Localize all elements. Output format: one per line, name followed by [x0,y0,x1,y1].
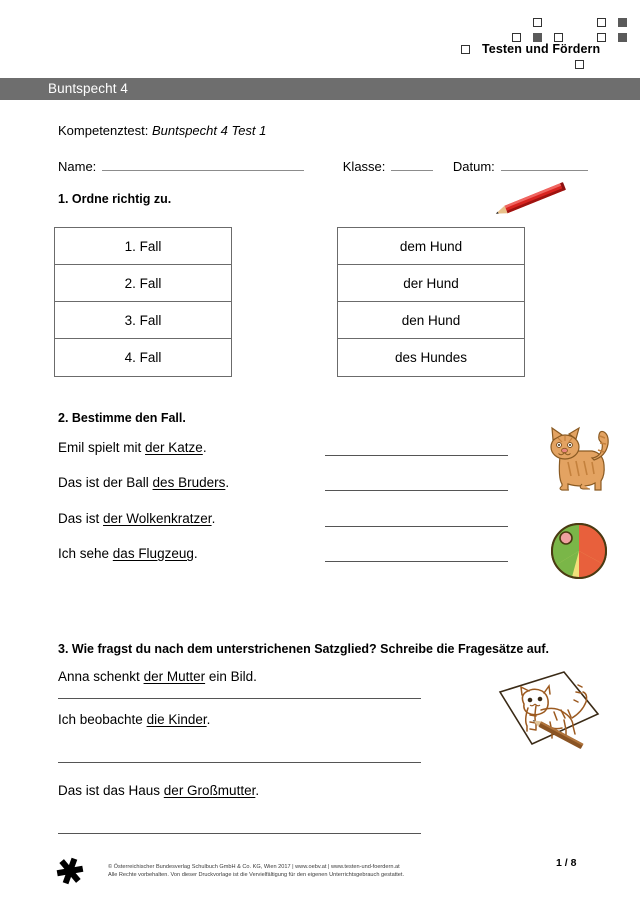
beach-ball-icon [548,520,610,582]
exercise1-right-cell-0[interactable]: dem Hund [338,228,524,265]
exercise2-row [58,511,578,531]
exercise3-underlined-phrase-2: der Großmutter [163,783,256,798]
exercise3-answer-input-1[interactable] [58,762,421,763]
exercise1-left-column [54,227,232,377]
exercise3-sentence-2: Das ist das Haus der Großmutter. [58,783,260,798]
kompetenztest-label: Kompetenztest: [58,123,149,138]
page-number: 1 / 8 [556,857,577,869]
asterisk-logo-icon [56,857,84,885]
kompetenztest-line [58,123,266,138]
exercise2-sentence-2: Das ist der Wolkenkratzer. [58,511,216,526]
kompetenztest-value: Buntspecht 4 Test 1 [151,123,267,138]
footer-copyright [108,863,508,879]
name-input[interactable] [102,158,304,171]
logo-square-5 [554,33,563,42]
logo-square-6 [597,33,606,42]
logo-square-4 [533,33,542,42]
logo-square-8 [461,45,470,54]
exercise2-row [58,475,578,495]
exercise1-right-cell-1[interactable]: der Hund [338,265,524,302]
exercise2-answer-input-1[interactable] [325,490,508,491]
exercise3-answer-input-2[interactable] [58,833,421,834]
datum-input[interactable] [501,158,588,171]
exercise2-heading: 2. Bestimme den Fall. [58,411,186,425]
exercise2-sentence-0: Emil spielt mit der Katze. [58,440,207,455]
logo-square-1 [597,18,606,27]
exercise3-sentence-1: Ich beobachte die Kinder. [58,712,211,727]
exercise1-left-cell-0[interactable]: 1. Fall [55,228,231,265]
exercise2-sentence-3: Ich sehe das Flugzeug. [58,546,198,561]
logo-brand-text: Testen und Fördern [482,42,601,56]
logo-square-3 [512,33,521,42]
exercise1-right-column [337,227,525,377]
exercise1-left-cell-1[interactable]: 2. Fall [55,265,231,302]
klasse-label: Klasse: [342,159,386,174]
logo-square-9 [575,60,584,69]
exercise1-right-cell-2[interactable]: den Hund [338,302,524,339]
exercise2-answer-input-3[interactable] [325,561,508,562]
exercise2-row [58,440,578,460]
datum-label: Datum: [452,159,495,174]
logo-square-7 [618,33,627,42]
footer-copyright-line2: Alle Rechte vorbehalten. Von dieser Druckvorlage ist die Vervielfältigung für den eigenen Unterrichtsgebrauch gestattet. [108,872,405,878]
exercise1-left-cell-2[interactable]: 3. Fall [55,302,231,339]
exercise2-underlined-phrase-3: das Flugzeug [112,546,194,561]
exercise2-answer-input-2[interactable] [325,526,508,527]
exercise3-underlined-phrase-0: der Mutter [143,669,206,684]
exercise3-sentence-0: Anna schenkt der Mutter ein Bild. [58,669,257,684]
brand-logo [455,6,635,66]
red-pencil-icon [484,176,580,222]
logo-square-0 [533,18,542,27]
cat-icon [538,420,616,496]
exercise2-underlined-phrase-0: der Katze [145,440,203,455]
tiger-drawing-icon [486,660,610,764]
exercise1-heading: 1. Ordne richtig zu. [58,192,172,206]
exercise2-sentence-1: Das ist der Ball des Bruders. [58,475,230,490]
exercise2-row [58,546,578,566]
exercise3-answer-input-0[interactable] [58,698,421,699]
exercise1-left-cell-3[interactable]: 4. Fall [55,339,231,376]
name-label: Name: [58,159,97,174]
page-title: Buntspecht 4 [48,81,129,96]
exercise2-answer-input-0[interactable] [325,455,508,456]
page-title-bar [0,78,640,100]
exercise3-heading: 3. Wie fragst du nach dem unterstrichenen Satzglied? Schreibe die Fragesätze auf. [58,642,549,656]
exercise2-underlined-phrase-2: der Wolkenkratzer [103,511,212,526]
klasse-input[interactable] [391,158,432,171]
footer-copyright-line1: © Österreichischer Bundesverlag Schulbuch GmbH & Co. KG, Wien 2017 | www.oebv.at | www.testen-und-foerdern.at [108,864,400,870]
exercise3-underlined-phrase-1: die Kinder [146,712,207,727]
student-info-row [58,158,588,174]
logo-square-2 [618,18,627,27]
exercise1-right-cell-3[interactable]: des Hundes [338,339,524,376]
exercise2-underlined-phrase-1: des Bruders [152,475,226,490]
